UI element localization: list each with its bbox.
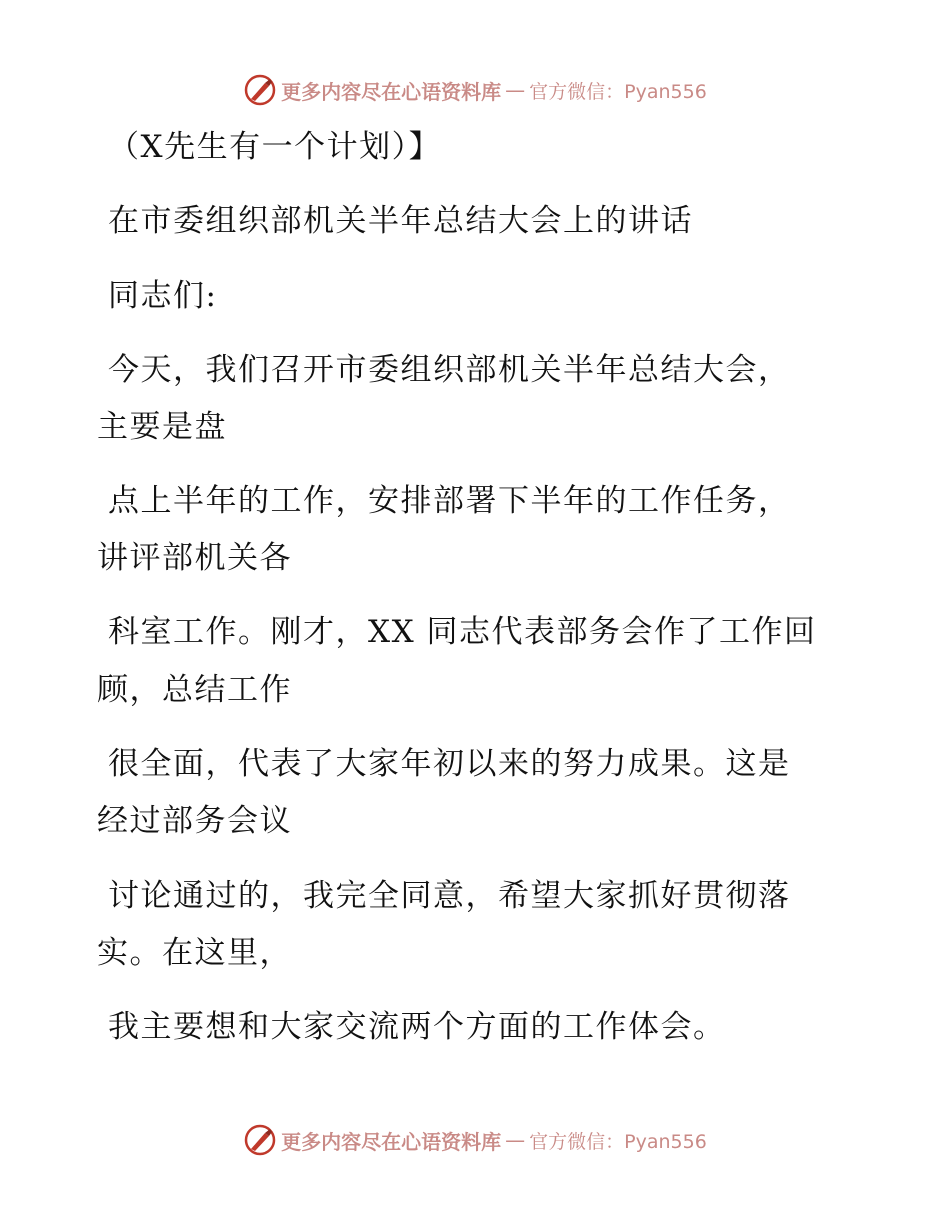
watermark-dash: —: [505, 78, 526, 102]
pen-logo-icon: [243, 73, 277, 107]
doc-line: 主要是盘: [97, 409, 227, 445]
doc-line: 顾，总结工作: [97, 672, 292, 708]
doc-line: 点上半年的工作，安排部署下半年的工作任务，: [108, 483, 791, 519]
doc-line: 实。在这里，: [97, 935, 292, 971]
doc-line: 很全面，代表了大家年初以来的努力成果。这是: [108, 746, 791, 782]
doc-line-title: 在市委组织部机关半年总结大会上的讲话: [108, 203, 693, 239]
watermark-group: [243, 73, 707, 107]
doc-line: 科室工作。刚才，XX 同志代表部务会作了工作回: [108, 614, 817, 650]
doc-line: 讲评部机关各: [97, 540, 292, 576]
doc-line: 讨论通过的，我完全同意，希望大家抓好贯彻落: [108, 878, 791, 914]
watermark-site-text: 更多内容尽在心语资料库: [281, 1129, 502, 1154]
watermark-wechat-text: 官方微信：Pyan556: [529, 80, 707, 103]
doc-line-salutation: 同志们:: [108, 278, 218, 314]
watermark-site-text: 更多内容尽在心语资料库: [281, 79, 502, 104]
doc-line: 经过部务会议: [97, 803, 292, 839]
watermark-dash: —: [505, 1128, 526, 1152]
watermark-wechat-text: 官方微信：Pyan556: [529, 1130, 707, 1153]
doc-line-subtitle: （X先生有一个计划）】: [108, 129, 442, 165]
doc-line: 今天，我们召开市委组织部机关半年总结大会，: [108, 352, 791, 388]
footer-watermark-banner: [0, 1120, 950, 1160]
pen-logo-icon: [243, 1123, 277, 1157]
watermark-group: [243, 1123, 707, 1157]
doc-line: 我主要想和大家交流两个方面的工作体会。: [108, 1009, 726, 1045]
header-watermark-banner: [0, 70, 950, 110]
